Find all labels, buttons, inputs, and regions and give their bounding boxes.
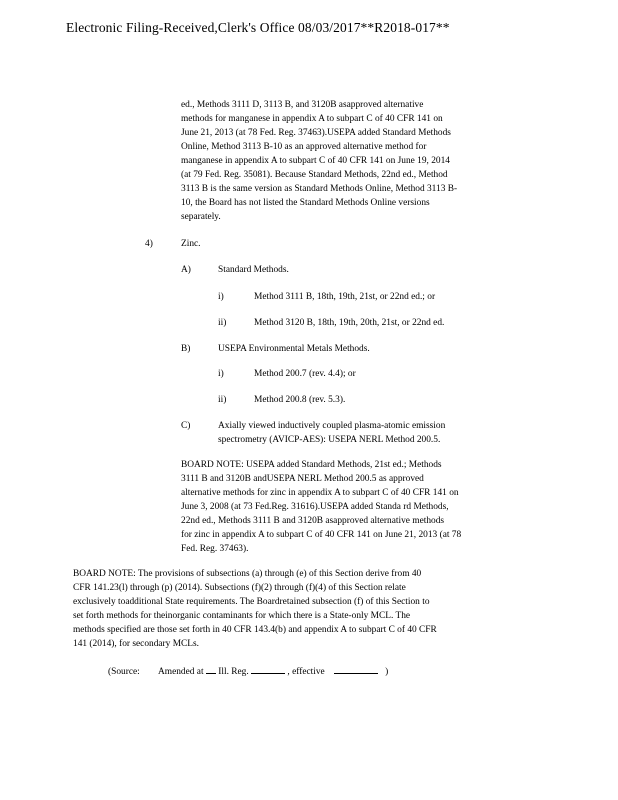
note-line: June 3, 2008 (at 73 Fed.Reg. 31616).USEPA added Standa rd Methods, (181, 502, 449, 512)
source-suffix: ) (385, 667, 389, 677)
note-line: 3113 B is the same version as Standard Methods Online, Method 3113 B- (181, 184, 458, 194)
volume-blank (206, 663, 216, 674)
item-c-text (218, 419, 518, 447)
item-b-ii-number: ii) (218, 395, 227, 405)
note-line: 22nd ed., Methods 3111 B and 3120B asapproved alternative methods (181, 516, 445, 526)
note-line: Online, Method 3113 B-10 as an approved alternative method for (181, 142, 427, 152)
note-line: separately. (181, 212, 221, 222)
source-prefix: (Source: (108, 667, 140, 677)
note-line: June 21, 2013 (at 78 Fed. Reg. 37463).USEPA added Standard Methods (181, 128, 451, 138)
item-c-line: Axially viewed inductively coupled plasma-atomic emission (218, 421, 446, 431)
note-line: BOARD NOTE: The provisions of subsections (a) through (e) of this Section derive from 40 (73, 569, 422, 579)
item-b-ii-text: Method 200.8 (rev. 5.3). (254, 395, 346, 405)
manganese-board-note (181, 98, 525, 224)
item-c-line: spectrometry (AVICP-AES): USEPA NERL Method 200.5. (218, 435, 441, 445)
section-board-note (73, 567, 543, 651)
note-line: for zinc in appendix A to subpart C of 40 CFR 141 on June 21, 2013 (at 78 (181, 530, 462, 540)
note-line: 141 (2014), for secondary MCLs. (73, 639, 200, 649)
source-line (108, 663, 388, 679)
item-a-i-text: Method 3111 B, 18th, 19th, 21st, or 22nd ed.; or (254, 292, 436, 302)
note-line: alternative methods for zinc in appendix A to subpart C of 40 CFR 141 on (181, 488, 459, 498)
note-line: 3111 B and 3120B andUSEPA NERL Method 200.5 as approved (181, 474, 424, 484)
filing-header: Electronic Filing-Received,Clerk's Office 08/03/2017**R2018-017** (66, 20, 450, 35)
note-line: (at 79 Fed. Reg. 35081). Because Standard Methods, 22nd ed., Method (181, 170, 448, 180)
note-line: methods for manganese in appendix A to subpart C of 40 CFR 141 on (181, 114, 443, 124)
note-line: set forth methods for theinorganic contaminants for which there is a State-only MCL. The (73, 611, 411, 621)
zinc-board-note (181, 458, 541, 556)
item-b-i-text: Method 200.7 (rev. 4.4); or (254, 369, 356, 379)
item-c-letter: C) (181, 421, 191, 431)
item-a-letter: A) (181, 265, 191, 275)
item-a-label: Standard Methods. (218, 265, 289, 275)
effective-date-blank (334, 663, 378, 674)
item-a-ii-text: Method 3120 B, 18th, 19th, 20th, 21st, or 22nd ed. (254, 318, 445, 328)
note-line: 10, the Board has not listed the Standard Methods Online versions (181, 198, 430, 208)
item-a-i-number: i) (218, 292, 224, 302)
note-line: CFR 141.23(l) through (p) (2014). Subsections (f)(2) through (f)(4) of this Section relate (73, 583, 406, 593)
source-ill-reg: Ill. Reg. (218, 667, 249, 677)
note-line: manganese in appendix A to subpart C of 40 CFR 141 on June 19, 2014 (181, 156, 450, 166)
note-line: ed., Methods 3111 D, 3113 B, and 3120B asapproved alternative (181, 100, 424, 110)
item-b-label: USEPA Environmental Metals Methods. (218, 344, 370, 354)
source-amended: Amended at (158, 667, 204, 677)
note-line: exclusively toadditional State requirements. The Boardretained subsection (f) of this Section to (73, 597, 430, 607)
item-b-i-number: i) (218, 369, 224, 379)
note-line: methods specified are those set forth in 40 CFR 143.4(b) and appendix A to subpart C of 40 CFR (73, 625, 437, 635)
page-blank (251, 663, 285, 674)
note-line: BOARD NOTE: USEPA added Standard Methods, 21st ed.; Methods (181, 460, 442, 470)
item-b-letter: B) (181, 344, 191, 354)
source-effective: , effective (287, 667, 325, 677)
item-a-ii-number: ii) (218, 318, 227, 328)
item-4-number: 4) (145, 239, 153, 249)
item-4-label: Zinc. (181, 239, 201, 249)
note-line: Fed. Reg. 37463). (181, 544, 249, 554)
